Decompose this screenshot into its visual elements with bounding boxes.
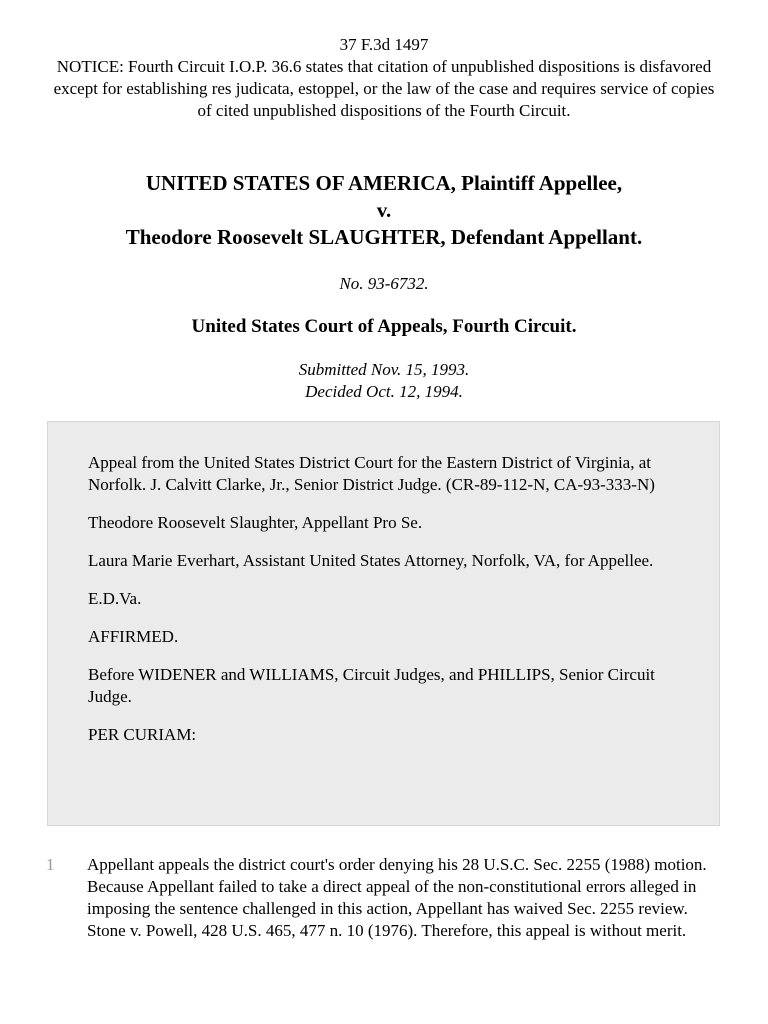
case-dates	[48, 359, 720, 403]
appellee-counsel: Laura Marie Everhart, Assistant United States Attorney, Norfolk, VA, for Appellee.	[88, 551, 654, 570]
defendant-line: Theodore Roosevelt SLAUGHTER, Defendant Appellant.	[125, 225, 643, 249]
court-name: United States Court of Appeals, Fourth Circuit.	[191, 316, 577, 337]
paragraph-text: Appellant appeals the district court's order denying his 28 U.S.C. Sec. 2255 (1988) motion. Because Appellant failed to take a direct appeal of the non-constitutional errors alleged in imposing the sentence challenged in this action, Appellant has waived Sec. 2255 review. Stone v. Powell, 428 U.S. 465, 477 n. 10 (1976). Therefore, this appeal is without merit.	[87, 855, 707, 940]
panel-judges: Before WIDENER and WILLIAMS, Circuit Judges, and PHILLIPS, Senior Circuit Judge.	[88, 665, 655, 706]
case-header	[48, 34, 720, 122]
appellant-counsel: Theodore Roosevelt Slaughter, Appellant Pro Se.	[88, 513, 423, 532]
decided-date: Decided Oct. 12, 1994.	[305, 382, 463, 401]
per-curiam-label: PER CURIAM:	[88, 725, 197, 744]
district-abbrev: E.D.Va.	[88, 589, 142, 608]
paragraph-number: 1	[46, 855, 55, 874]
case-caption	[48, 170, 720, 251]
citation: 37 F.3d 1497	[339, 35, 429, 54]
plaintiff-line: UNITED STATES OF AMERICA, Plaintiff Appellee,	[145, 171, 623, 195]
appeal-from-text: Appeal from the United States District Court for the Eastern District of Virginia, at Norfolk. J. Calvitt Clarke, Jr., Senior District Judge. (CR-89-112-N, CA-93-333-N)	[88, 453, 655, 494]
submitted-date: Submitted Nov. 15, 1993.	[298, 360, 470, 379]
case-info-box	[47, 421, 720, 826]
disposition: AFFIRMED.	[88, 627, 179, 646]
versus-line: v.	[376, 198, 392, 222]
notice-text: NOTICE: Fourth Circuit I.O.P. 36.6 states that citation of unpublished dispositions is disfavored except for establishing res judicata, estoppel, or the law of the case and requires service of copies of cited unpublished dispositions of the Fourth Circuit.	[53, 57, 715, 120]
docket-number: No. 93-6732.	[339, 274, 429, 293]
case-info-content	[88, 452, 678, 762]
